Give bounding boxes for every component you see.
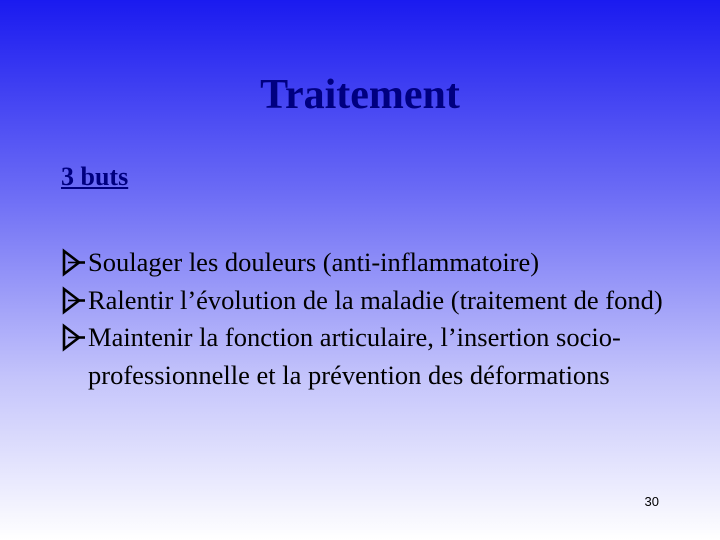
bullet-text: Ralentir l’évolution de la maladie (traitement de fond) (88, 284, 663, 315)
bullet-item (61, 319, 701, 394)
slide-subtitle: 3 buts (61, 162, 129, 191)
arrow-bullet-icon (61, 244, 87, 281)
bullet-item (61, 244, 701, 282)
bullet-item (61, 282, 701, 320)
bullet-text: Soulager les douleurs (anti-inflammatoire) (88, 247, 540, 277)
arrow-bullet-icon (61, 282, 87, 319)
bullet-list (61, 244, 701, 394)
page-number: 30 (644, 494, 659, 509)
bullet-text: Maintenir la fonction articulaire, l’insertion socio-professionnelle et la prévention des déformations (88, 322, 621, 390)
arrow-bullet-icon (61, 319, 87, 356)
slide-title: Traitement (260, 72, 460, 118)
